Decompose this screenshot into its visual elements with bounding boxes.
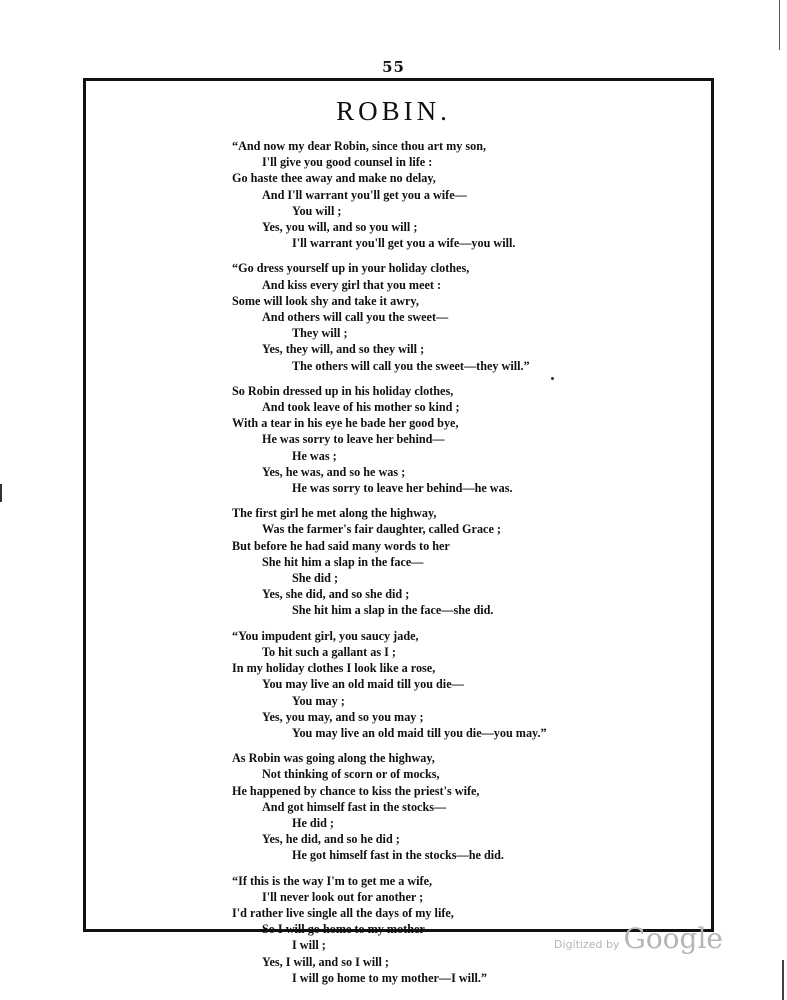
- poem-line: He did ;: [292, 815, 334, 830]
- stanza: [232, 138, 632, 251]
- poem-line: Yes, he was, and so he was ;: [262, 464, 406, 479]
- poem-line: I will ;: [292, 938, 326, 953]
- stanza: [232, 505, 632, 618]
- poem-line: The others will call you the sweet—they will.”: [292, 358, 530, 373]
- poem-line: Some will look shy and take it awry,: [232, 293, 419, 308]
- watermark-prefix: Digitized by: [554, 938, 620, 951]
- scan-edge-mark: [782, 960, 784, 1000]
- poem-line: And took leave of his mother so kind ;: [262, 400, 460, 415]
- stanza: [232, 628, 632, 741]
- poem-line: With a tear in his eye he bade her good bye,: [232, 416, 459, 431]
- poem-line: Go haste thee away and make no delay,: [232, 171, 436, 186]
- poem-line: “Go dress yourself up in your holiday clothes,: [232, 261, 470, 276]
- poem-line: Yes, you may, and so you may ;: [262, 709, 424, 724]
- poem-line: And got himself fast in the stocks—: [262, 799, 447, 814]
- poem-line: And I'll warrant you'll get you a wife—: [262, 187, 467, 202]
- poem-line: I'll give you good counsel in life :: [262, 155, 433, 170]
- poem-body: [232, 138, 632, 995]
- stanza: [232, 750, 632, 863]
- poem-line: To hit such a gallant as I ;: [262, 644, 396, 659]
- google-logo: Google: [623, 922, 723, 955]
- poem-line: And others will call you the sweet—: [262, 310, 449, 325]
- poem-line: She hit him a slap in the face—she did.: [292, 603, 494, 618]
- page-number: 55: [382, 58, 405, 76]
- poem-line: They will ;: [292, 326, 348, 341]
- poem-line: You may live an old maid till you die—you may.”: [292, 725, 547, 740]
- scan-edge-line: [779, 0, 780, 50]
- poem-line: I'll never look out for another ;: [262, 889, 424, 904]
- poem-title: ROBIN.: [336, 96, 451, 126]
- poem-line: He was sorry to leave her behind—he was.: [292, 481, 513, 496]
- poem-line: I'd rather live single all the days of my life,: [232, 905, 454, 920]
- scan-edge-mark: [0, 484, 2, 502]
- poem-line: He got himself fast in the stocks—he did.: [292, 848, 504, 863]
- poem-line: You may live an old maid till you die—: [262, 677, 464, 692]
- poem-line: Yes, you will, and so you will ;: [262, 220, 418, 235]
- poem-line: As Robin was going along the highway,: [232, 751, 435, 766]
- poem-line: “If this is the way I'm to get me a wife,: [232, 873, 433, 888]
- stanza: [232, 260, 632, 373]
- poem-line: Not thinking of scorn or of mocks,: [262, 767, 440, 782]
- poem-line: “And now my dear Robin, since thou art my son,: [232, 139, 487, 153]
- poem-line: I will go home to my mother—I will.”: [292, 970, 487, 985]
- poem-line: He was sorry to leave her behind—: [262, 432, 445, 447]
- poem-line: “You impudent girl, you saucy jade,: [232, 628, 419, 643]
- poem-line: Yes, I will, and so I will ;: [262, 954, 389, 969]
- poem-line: You will ;: [292, 203, 342, 218]
- poem-line: So I will go home to my mother—: [262, 922, 438, 937]
- poem-line: The first girl he met along the highway,: [232, 506, 437, 521]
- poem-line: In my holiday clothes I look like a rose,: [232, 661, 436, 676]
- poem-line: But before he had said many words to her: [232, 538, 450, 553]
- poem-line: Yes, they will, and so they will ;: [262, 342, 425, 357]
- poem-line: You may ;: [292, 693, 345, 708]
- poem-line: Yes, he did, and so he did ;: [262, 832, 400, 847]
- poem-line: He happened by chance to kiss the priest's wife,: [232, 783, 480, 798]
- poem-line: She did ;: [292, 571, 339, 586]
- poem-line: Was the farmer's fair daughter, called Grace ;: [262, 522, 501, 537]
- poem-line: She hit him a slap in the face—: [262, 554, 424, 569]
- poem-line: So Robin dressed up in his holiday clothes,: [232, 383, 454, 398]
- poem-line: He was ;: [292, 448, 337, 463]
- poem-line: Yes, she did, and so she did ;: [262, 587, 410, 602]
- digitized-watermark: [554, 922, 723, 955]
- poem-line: I'll warrant you'll get you a wife—you will.: [292, 236, 516, 251]
- stanza: [232, 383, 632, 496]
- poem-line: And kiss every girl that you meet :: [262, 277, 442, 292]
